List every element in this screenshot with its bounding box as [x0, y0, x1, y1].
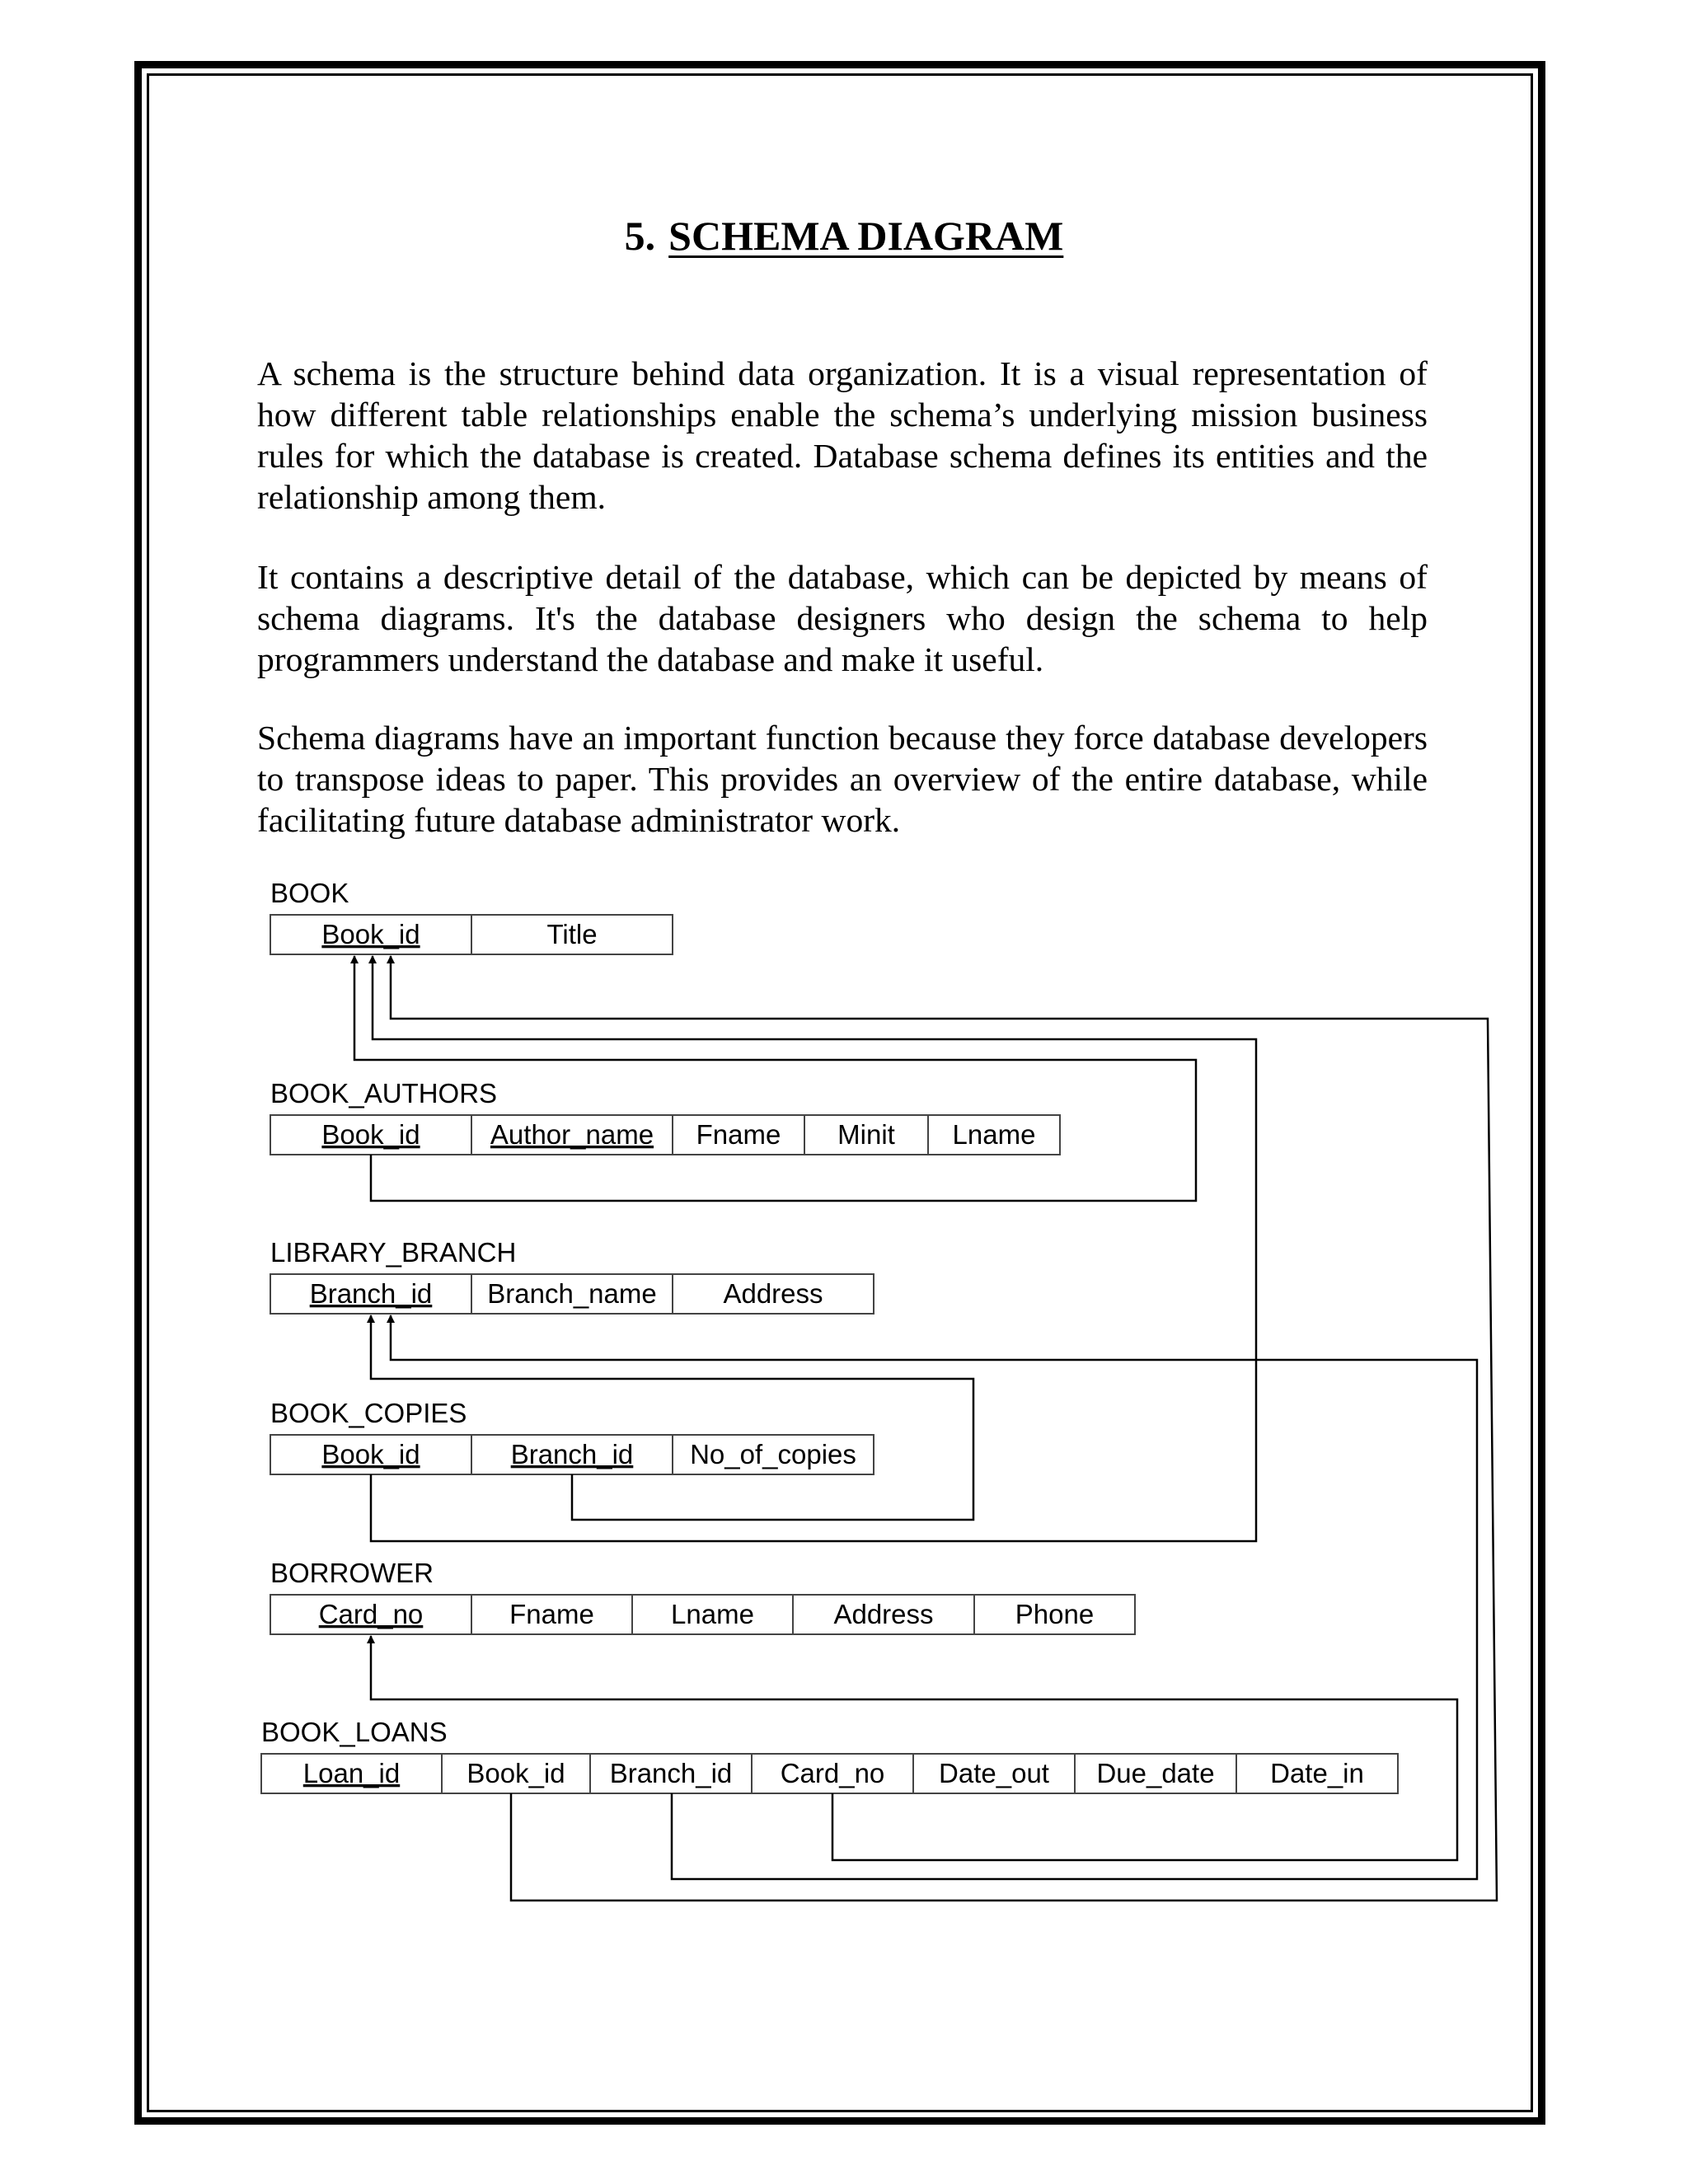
field-label: Fname — [696, 1119, 781, 1150]
table-book — [270, 878, 673, 954]
table-name: BOOK — [270, 878, 349, 908]
table-book-loans — [261, 1717, 1398, 1793]
field-label: Title — [546, 919, 598, 949]
field-label: Date_out — [939, 1758, 1049, 1788]
field-label: Address — [833, 1599, 934, 1629]
section-title: SCHEMA DIAGRAM — [668, 212, 1064, 259]
paragraph-importance: Schema diagrams have an important function because they force database developers to transpose ideas to paper. This provides an overview of the entire database, while facilitating future database administrator work. — [257, 719, 1428, 839]
field-label: Branch_id — [609, 1758, 733, 1788]
field-label: Due_date — [1096, 1758, 1215, 1788]
primary-key-field: Book_id — [321, 1439, 420, 1469]
tables-layer — [261, 878, 1398, 1793]
field-label: Address — [723, 1278, 823, 1309]
table-book-authors — [270, 1078, 1060, 1155]
field-label: Book_id — [467, 1758, 565, 1788]
relationship-line — [371, 1636, 1457, 1860]
table-library-branch — [270, 1237, 874, 1314]
field-label: Card_no — [780, 1758, 885, 1788]
field-label: Phone — [1015, 1599, 1095, 1629]
table-name: BORROWER — [270, 1558, 434, 1588]
table-name: BOOK_AUTHORS — [270, 1078, 498, 1108]
primary-key-field: Author_name — [490, 1119, 654, 1150]
primary-key-field: Loan_id — [302, 1758, 401, 1788]
field-label: Minit — [837, 1119, 895, 1150]
primary-key-field: Branch_id — [309, 1278, 433, 1309]
table-name: LIBRARY_BRANCH — [270, 1237, 517, 1268]
field-label: Date_in — [1270, 1758, 1364, 1788]
primary-key-field: Book_id — [321, 1119, 420, 1150]
field-label: Fname — [509, 1599, 594, 1629]
field-label: Lname — [952, 1119, 1036, 1150]
primary-key-field: Book_id — [321, 919, 420, 949]
primary-key-field: Card_no — [318, 1599, 424, 1629]
field-label: Lname — [671, 1599, 754, 1629]
paragraph-description: It contains a descriptive detail of the database, which can be depicted by means of schema diagrams. It's the database designers who design the schema to help programmers understand the database and make it useful. — [257, 558, 1428, 678]
primary-key-field: Branch_id — [510, 1439, 634, 1469]
paragraph-definition: A schema is the structure behind data organization. It is a visual representation of how different table relationships enable the schema’s underlying mission business rules for which the database is created. Database schema defines its entities and the relationship among them. — [257, 354, 1428, 516]
field-label: No_of_copies — [690, 1439, 856, 1469]
table-name: BOOK_LOANS — [261, 1717, 448, 1747]
field-label: Branch_name — [487, 1278, 657, 1309]
table-book-copies — [270, 1398, 874, 1474]
table-name: BOOK_COPIES — [270, 1398, 467, 1428]
relationship-line — [391, 1315, 1477, 1879]
section-number: 5. — [624, 212, 656, 259]
table-borrower — [270, 1558, 1135, 1634]
